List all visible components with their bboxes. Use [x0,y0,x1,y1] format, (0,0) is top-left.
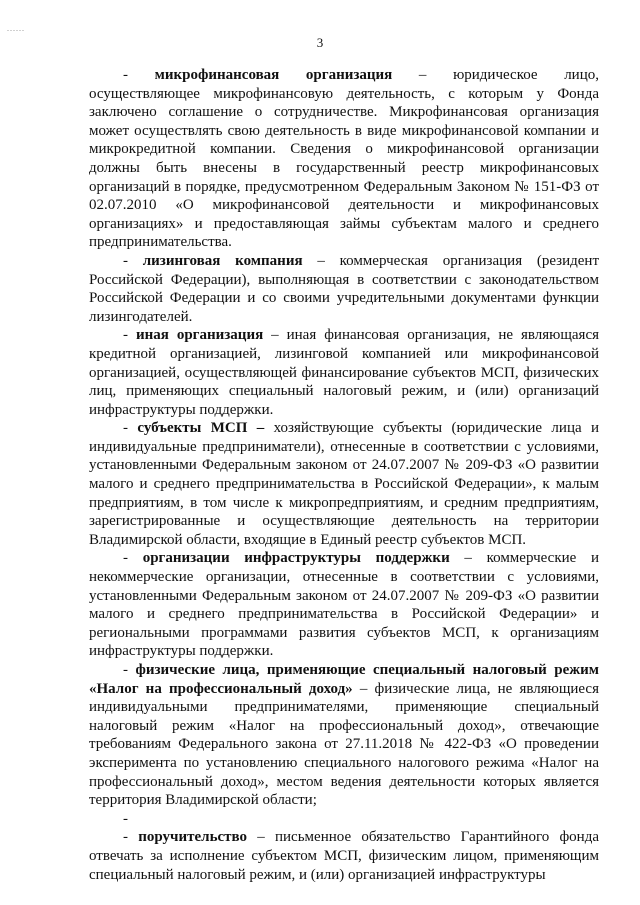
definitions-list [89,66,599,884]
definition-microfinance: - микрофинансовая организация – юридическое лицо, осуществляющее микрофинансовую деятельность, с которым у Фонда заключено соглашение о сотрудничестве. Микрофинансовая организация может осуществлять свою деятельность в виде микрофинансовой компании и микрокредитной компании. Сведения о микрофинансовой организации должны быть внесены в государственный реестр микрофинансовых организаций в порядке, предусмотренном Федеральным Законом № 151-ФЗ от 02.07.2010 «О микрофинансовой деятельности и микрофинансовых организациях» и предоставляющая займы субъектам малого и среднего предпринимательства. [89,67,599,251]
definition-leasing: - лизинговая компания – коммерческая организация (резидент Российской Федерации), выполняющая в соответствии с законодательством Российской Федерации и со своими учредительными документами функции лизингодателей. [89,252,599,325]
definition-infrastructure: - организации инфраструктуры поддержки – коммерческие и некоммерческие организации, отнесенные в соответствии с условиями, установленными Федеральным законом от 24.07.2007 № 209-ФЗ «О развитии малого и среднего предпринимательства в Российской Федерации» и региональными программами развития субъектов МСП, к организациям инфраструктуры поддержки. [89,550,599,660]
definition-guarantee: - поручительство – письменное обязательство Гарантийного фонда отвечать за исполнение субъектом МСП, физическим лицом, применяющим специальный налоговый режим, и (или) организацией инфраструктуры [89,829,599,883]
definition-self-employed: - физические лица, применяющие специальный налоговый режим «Налог на профессиональный доход» – физические лица, не являющиеся индивидуальными предпринимателями, применяющие специальный налоговый режим «Налог на профессиональный доход», отвечающие требованиям Федерального закона от 27.11.2018 № 422-ФЗ «О проведении эксперимента по установлению специального налогового режима «Налог на профессиональный доход», местом ведения деятельности которых является территория Владимирской области; [89,662,599,809]
scan-corner-mark: ...... [7,24,25,33]
definition-separator-line: - [123,810,128,827]
page-number: 3 [316,35,324,50]
definition-msp-subjects: - субъекты МСП – хозяйствующие субъекты (юридические лица и индивидуальные предприниматели), отнесенные в соответствии с условиями, установленными Федеральным законом от 24.07.2007 № 209-ФЗ «О развитии малого и среднего предпринимательства в Российской Федерации», к малым предприятиям, в том числе к микропредприятиям, и средним предприятиям, зарегистрированные и осуществляющие деятельность на территории Владимирской области, входящие в Единый реестр субъектов МСП. [89,420,600,548]
definition-other-organization: - иная организация – иная финансовая организация, не являющаяся кредитной организацией, лизинговой компанией или микрофинансовой организацией, осуществляющей финансирование субъектов МСП, физических лиц, применяющих специальный налоговый режим, и (или) организаций инфраструктуры поддержки. [89,327,600,418]
